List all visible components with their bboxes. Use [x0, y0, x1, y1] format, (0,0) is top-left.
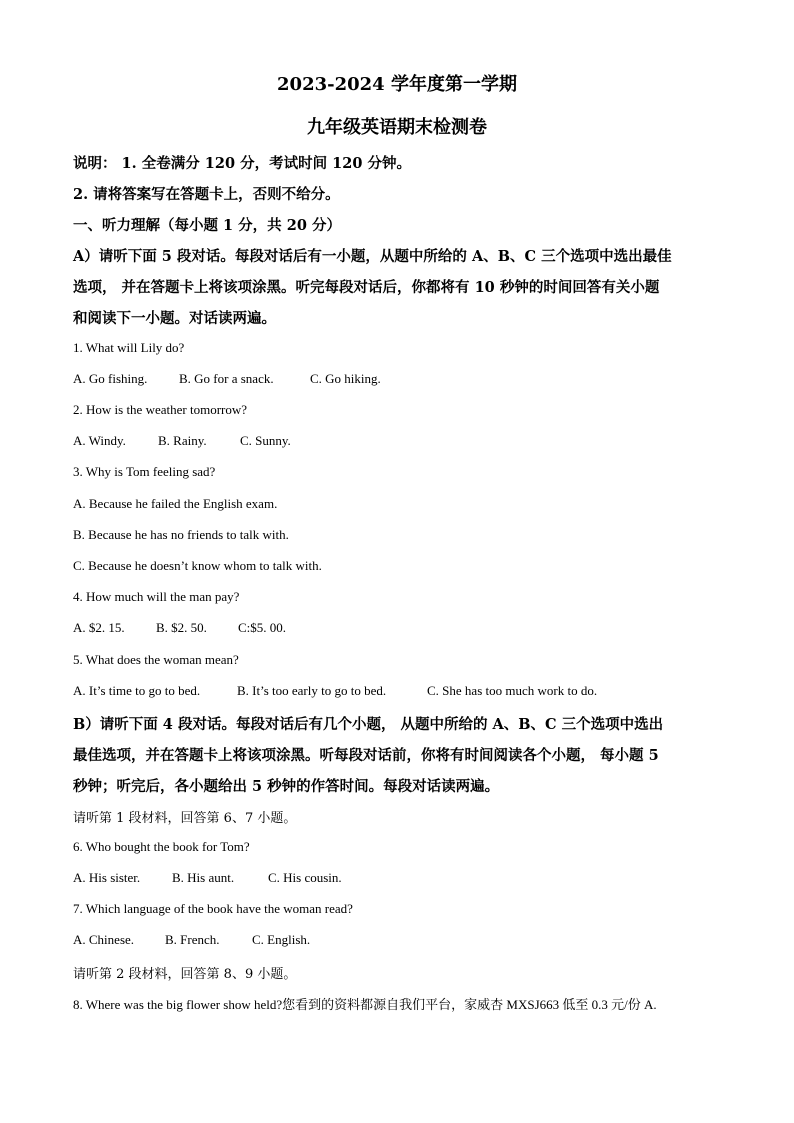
q6-option-b: B. His aunt. — [172, 870, 235, 885]
q7-option-b: B. French. — [165, 932, 220, 947]
part-b-instruction-1: B）请听下面 4 段对话。每段对话后有几个小题， 从题中所给的 A、B、C 三个选项中选出 — [73, 716, 664, 733]
question-4: 4. How much will the man pay? — [73, 589, 240, 604]
material-1-note: 请听第 1 段材料，回答第 6、7 小题。 — [73, 811, 297, 826]
q4-option-a: A. $2. 15. — [73, 620, 125, 635]
q3-option-b: B. Because he has no friends to talk with. — [73, 527, 289, 542]
note-line-2: 2. 请将答案写在答题卡上，否则不给分。 — [73, 186, 340, 203]
question-7: 7. Which language of the book have the woman read? — [73, 901, 353, 916]
part-a-instruction-3: 和阅读下一小题。对话读两遍。 — [73, 310, 276, 327]
q5-option-b: B. It’s too early to go to bed. — [237, 683, 387, 698]
q4-option-b: B. $2. 50. — [156, 620, 207, 635]
q4-option-c: C:$5. 00. — [238, 620, 287, 635]
material-2-note: 请听第 2 段材料，回答第 8、9 小题。 — [73, 967, 297, 982]
q1-option-b: B. Go for a snack. — [179, 371, 274, 386]
q5-option-a: A. It’s time to go to bed. — [73, 683, 201, 698]
part-a-instruction-1: A）请听下面 5 段对话。每段对话后有一小题，从题中所给的 A、B、C 三个选项中选出最佳 — [73, 248, 672, 265]
question-5: 5. What does the woman mean? — [73, 652, 239, 667]
q2-option-c: C. Sunny. — [240, 433, 291, 448]
part-b-instruction-2: 最佳选项，并在答题卡上将该项涂黑。听每段对话前，你将有时间阅读各个小题， 每小题 5 — [73, 747, 659, 764]
q1-option-c: C. Go hiking. — [310, 371, 381, 386]
q6-option-c: C. His cousin. — [268, 870, 342, 885]
q1-option-a: A. Go fishing. — [73, 371, 148, 386]
exam-title: 2023-2024 学年度第一学期 — [277, 74, 517, 95]
part-b-instruction-3: 秒钟；听完后，各小题给出 5 秒钟的作答时间。每段对话读两遍。 — [73, 778, 500, 795]
q6-option-a: A. His sister. — [73, 870, 141, 885]
exam-subtitle: 九年级英语期末检测卷 — [307, 117, 487, 138]
question-6: 6. Who bought the book for Tom? — [73, 839, 250, 854]
q3-option-c: C. Because he doesn’t know whom to talk with. — [73, 558, 322, 573]
question-3: 3. Why is Tom feeling sad? — [73, 464, 216, 479]
part-a-instruction-2: 选项， 并在答题卡上将该项涂黑。听完每段对话后，你都将有 10 秒钟的时间回答有关小题 — [73, 279, 660, 296]
question-8: 8. Where was the big flower show held?您看到的资料都源自我们平台，家威杏 MXSJ663 低至 0.3 元/份 A. — [73, 997, 657, 1012]
question-2: 2. How is the weather tomorrow? — [73, 402, 248, 417]
note-line-1: 说明： 1. 全卷满分 120 分，考试时间 120 分钟。 — [73, 155, 411, 172]
q7-option-a: A. Chinese. — [73, 932, 135, 947]
q2-option-b: B. Rainy. — [158, 433, 207, 448]
q5-option-c: C. She has too much work to do. — [427, 683, 598, 698]
question-1: 1. What will Lily do? — [73, 340, 185, 355]
q2-option-a: A. Windy. — [73, 433, 126, 448]
q7-option-c: C. English. — [252, 932, 311, 947]
q3-option-a: A. Because he failed the English exam. — [73, 496, 278, 511]
section-heading: 一、听力理解（每小题 1 分，共 20 分） — [73, 217, 341, 234]
